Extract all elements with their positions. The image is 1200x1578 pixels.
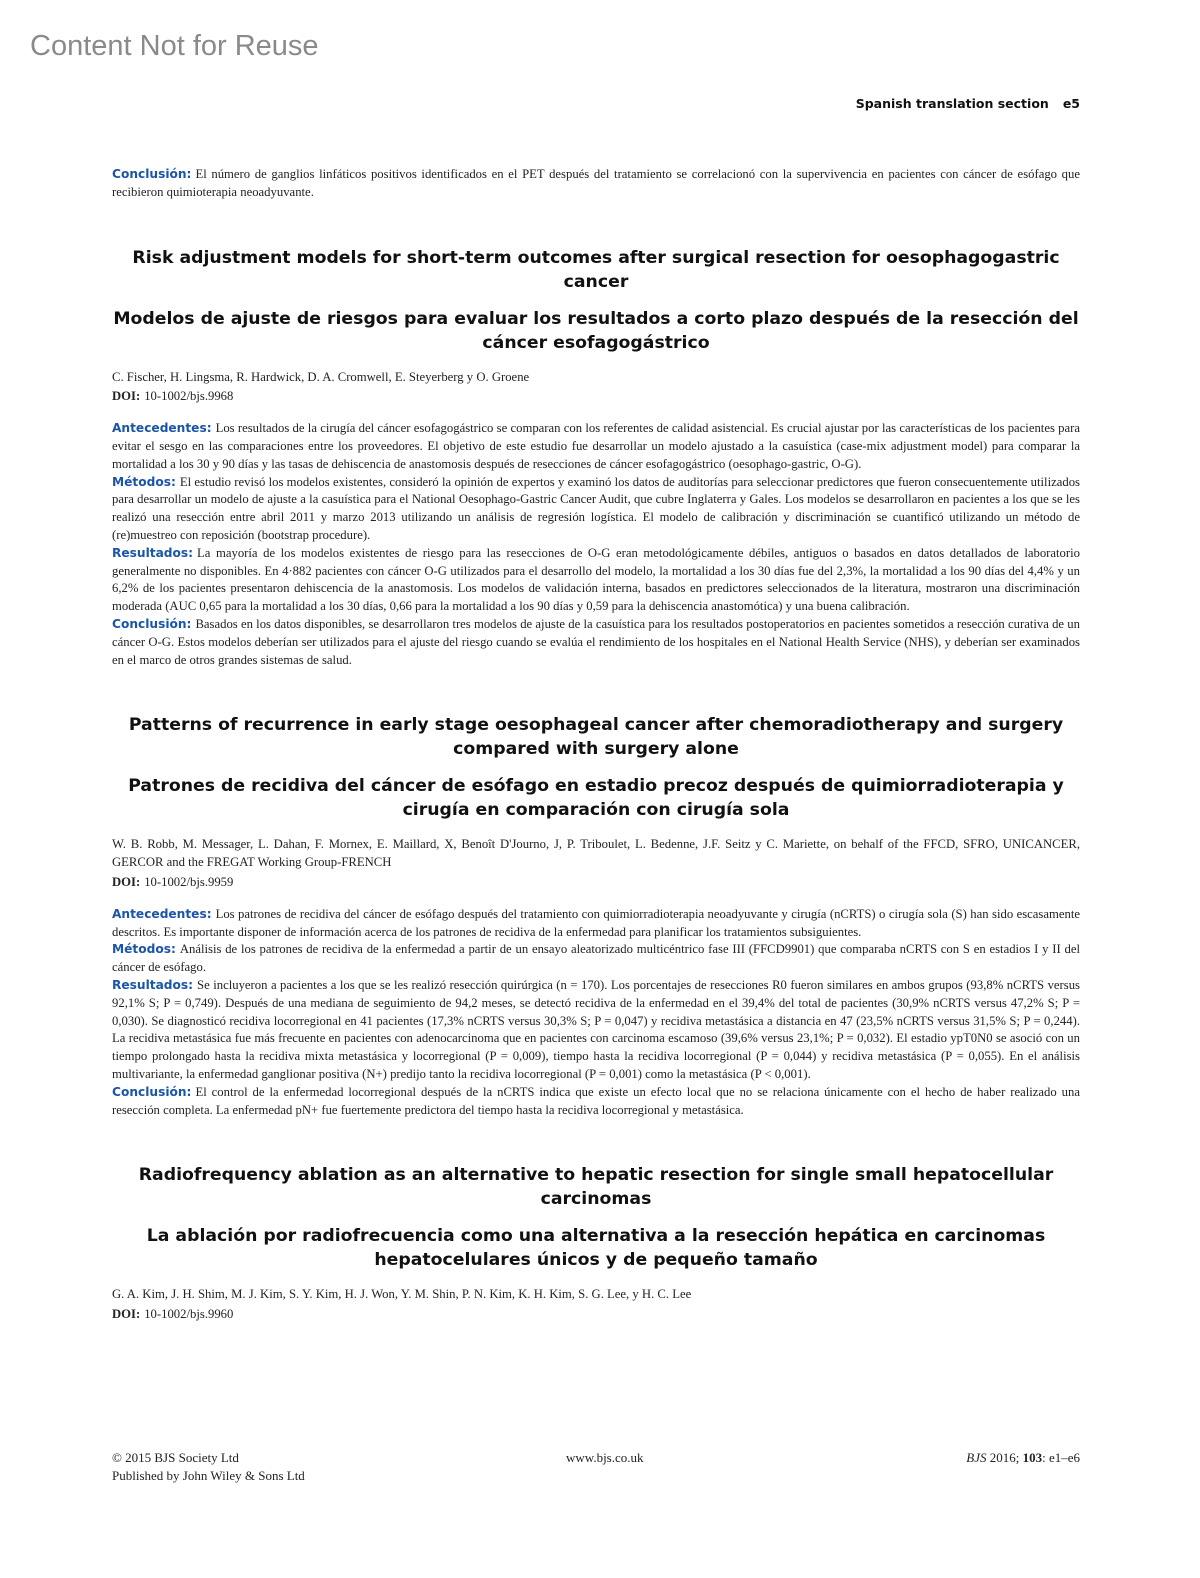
doi-value: 10-1002/bjs.9959 bbox=[144, 874, 234, 889]
section-text: Los patrones de recidiva del cáncer de esófago después del tratamiento con quimiorradioterapia neoadyuvante y cirugía (nCRTS) o cirugía sola (S) han sido escasamente descritos. Es importante disponer de información acerca de los patrones de recidiva de la enfermedad para planificar los tratamientos subsiguientes. bbox=[112, 906, 1080, 939]
section-label: Antecedentes: bbox=[112, 421, 212, 436]
abstract-section bbox=[112, 420, 1080, 473]
footer-pages: : e1–e6 bbox=[1042, 1450, 1080, 1465]
section-text: Los resultados de la cirugía del cáncer esofagogástrico se comparan con los referentes de calidad asistencial. Es crucial ajustar por las características de los pacientes para evitar el sesgo en las comparaciones entre los proveedores. El objetivo de este estudio fue desarrollar un modelo ajustado a la casuística (case-mix adjustment model) para comparar la mortalidad a los 30 y 90 días y las tasas de dehiscencia de anastomosis después de resecciones de cáncer esofagogástrico (oesophago-gastric, O-G). bbox=[112, 421, 1080, 471]
article-title-en: Patterns of recurrence in early stage oesophageal cancer after chemoradiotherapy and surgery compared with surgery alone bbox=[128, 715, 1064, 760]
section-text: El estudio revisó los modelos existentes, consideró la opinión de expertos y examinó los datos de auditorías para seleccionar predictores que fueron consecuentemente utilizados para desarrollar un modelo de ajuste a la casuística para el National Oesophago-Gastric Cancer Audit, que cubre Inglaterra y Gales. Los modelos se desarrollaron en pacientes a los que se les realizó una resección entre abril 2011 y marzo 2013 utilizando un análisis de regresión logística. El modelo de calibración y discriminación se cuantificó utilizando un método de (re)muestreo con reposición (bootstrap procedure). bbox=[112, 474, 1080, 542]
footer-citation bbox=[966, 1449, 1080, 1467]
top-conclusion bbox=[112, 166, 1080, 202]
article-recurrence-patterns bbox=[112, 713, 1080, 1119]
footer-copyright: © 2015 BJS Society Ltd bbox=[112, 1450, 239, 1465]
section-text: La mayoría de los modelos existentes de riesgo para las resecciones de O-G eran metodológicamente débiles, antiguos o basados en datos detallados de laboratorio generalmente no disponibles. En 4·882 pacientes con cáncer O-G utilizados para el desarrollo del modelo, la mortalidad a los 30 días fue del 2,3%, la mortalidad a los 90 días del 4,4% y un 6,2% de los pacientes presentaron dehiscencia de la anastomosis. Los modelos de validación interna, basados en predictores seleccionados de la literatura, mostraron una discriminación moderada (AUC 0,65 para la mortalidad a los 30 días, 0,66 para la mortalidad a los 90 días y 0,59 para la dehiscencia anastomótica) y una buena calibración. bbox=[112, 545, 1080, 614]
section-label: Resultados: bbox=[112, 545, 194, 560]
doi-label: DOI: bbox=[112, 389, 141, 404]
article-authors: C. Fischer, H. Lingsma, R. Hardwick, D. A. Cromwell, E. Steyerberg y O. Groene bbox=[112, 369, 530, 384]
section-text: Se incluyeron a pacientes a los que se les realizó resección quirúrgica (n = 170). Los porcentajes de resecciones R0 fueron similares en ambos grupos (93,8% nCRTS versus 92,1% S; P = 0,749). Después de una mediana de seguimiento de 94,2 meses, se detectó recidiva de la enfermedad en el 39,4% del total de pacientes (30,9% nCRTS versus 47,2% S; P = 0,030). Se diagnosticó recidiva locorregional en 41 pacientes (17,3% nCRTS versus 30,3% S; P = 0,047) y recidiva metastásica a distancia en 47 (23,5% nCRTS versus 31,5% S; P = 0,244). La recidiva metastásica fue más frecuente en pacientes con adenocarcinoma que en pacientes con carcinoma escamoso (39,6% versus 23,1%; P = 0,032). El estadio ypT0N0 se asoció con un tiempo prolongado hasta la recidiva mixta metastásica y locorregional (P = 0,009), tiempo hasta la recidiva locorregional (P = 0,044) y recidiva metastásica (P = 0,055). En el análisis multivariante, la enfermedad ganglionar positiva (N+) predijo tanto la recidiva locorregional (P = 0,001) como la metastásica (P < 0,001). bbox=[112, 977, 1080, 1081]
section-label: Conclusión: bbox=[112, 616, 192, 631]
article-title-es: Modelos de ajuste de riesgos para evaluar los resultados a corto plazo después de la resección del cáncer esofagogástrico bbox=[113, 308, 1079, 353]
abstract-section bbox=[112, 545, 1080, 616]
abstract-section bbox=[112, 906, 1080, 942]
page-content bbox=[112, 166, 1080, 1324]
abstract-section bbox=[112, 616, 1080, 669]
article-doi bbox=[112, 874, 1080, 892]
section-text: El número de ganglios linfáticos positivos identificados en el PET después del tratamiento se correlacionó con la supervivencia en pacientes con cáncer de esófago que recibieron quimioterapia neoadyuvante. bbox=[112, 167, 1080, 199]
footer-year: 2016; bbox=[989, 1450, 1020, 1465]
footer-copyright-block bbox=[112, 1449, 305, 1485]
footer-publisher: Published by John Wiley & Sons Ltd bbox=[112, 1468, 305, 1483]
section-label: Antecedentes: bbox=[112, 906, 212, 921]
footer-journal: BJS bbox=[966, 1450, 987, 1465]
article-authors: G. A. Kim, J. H. Shim, M. J. Kim, S. Y. Kim, H. J. Won, Y. M. Shin, P. N. Kim, K. H. Kim, S. G. Lee, y H. C. Lee bbox=[112, 1287, 692, 1302]
footer-website: www.bjs.co.uk bbox=[566, 1450, 644, 1465]
article-title-es: Patrones de recidiva del cáncer de esófago en estadio precoz después de quimiorradioterapia y cirugía en comparación con cirugía sola bbox=[128, 776, 1064, 821]
doi-value: 10-1002/bjs.9968 bbox=[144, 389, 234, 404]
doi-label: DOI: bbox=[112, 874, 141, 889]
article-title-es: La ablación por radiofrecuencia como una alternativa a la resección hepática en carcinomas hepatocelulares únicos y de pequeño tamaño bbox=[146, 1226, 1046, 1271]
article-title-en: Risk adjustment models for short-term outcomes after surgical resection for oesophagogastric cancer bbox=[132, 247, 1060, 292]
section-text: Análisis de los patrones de recidiva de la enfermedad a partir de un ensayo aleatorizado multicéntrico fase III (FFCD9901) que comparaba nCRTS con S en estadios I y II del cáncer de esófago. bbox=[112, 942, 1080, 975]
abstract-section bbox=[112, 474, 1080, 545]
article-title-en: Radiofrequency ablation as an alternative to hepatic resection for single small hepatocellular carcinomas bbox=[138, 1165, 1054, 1210]
article-risk-adjustment bbox=[112, 246, 1080, 670]
abstract-section bbox=[112, 977, 1080, 1084]
section-label: Resultados: bbox=[112, 977, 194, 992]
doi-value: 10-1002/bjs.9960 bbox=[144, 1307, 234, 1322]
footer-volume: 103 bbox=[1022, 1450, 1043, 1465]
section-text: El control de la enfermedad locorregional después de la nCRTS indica que existe un efecto local que no se relaciona únicamente con el hecho de haber realizado una resección completa. La enfermedad pN+ fue fuertemente predictora del tiempo hasta la recidiva locorregional y metastásica. bbox=[112, 1084, 1080, 1117]
article-authors: W. B. Robb, M. Messager, L. Dahan, F. Mornex, E. Maillard, X, Benoît D'Journo, J, P. Triboulet, L. Bedenne, J.F. Seitz y C. Mariette, on behalf of the FFCD, SFRO, UNICANCER, GERCOR and the FREGAT Working Group-FRENCH bbox=[112, 837, 1080, 870]
running-head-section: Spanish translation section bbox=[855, 96, 1049, 111]
section-text: Basados en los datos disponibles, se desarrollaron tres modelos de ajuste de la casuística para los resultados postoperatorios en pacientes sometidos a resección curativa de un cáncer O-G. Estos modelos deberían ser utilizados para el ajuste del riesgo cuando se evalúa el rendimiento de los hospitales en el National Health Service (NHS), y deberían ser examinados en el marco de otros grandes sistemas de salud. bbox=[112, 616, 1080, 667]
article-abstract bbox=[112, 420, 1080, 669]
section-label: Métodos: bbox=[112, 942, 176, 957]
article-doi bbox=[112, 388, 1080, 406]
article-abstract bbox=[112, 906, 1080, 1120]
section-label: Conclusión: bbox=[112, 167, 192, 181]
abstract-section bbox=[112, 941, 1080, 977]
watermark: Content Not for Reuse bbox=[30, 30, 319, 62]
section-label: Conclusión: bbox=[112, 1084, 192, 1099]
page-number: e5 bbox=[1062, 96, 1080, 111]
section-label: Métodos: bbox=[112, 474, 176, 489]
abstract-section bbox=[112, 1084, 1080, 1120]
doi-label: DOI: bbox=[112, 1307, 141, 1322]
article-radiofrequency-ablation bbox=[112, 1163, 1080, 1324]
running-head bbox=[856, 96, 1080, 111]
article-doi bbox=[112, 1306, 1080, 1324]
